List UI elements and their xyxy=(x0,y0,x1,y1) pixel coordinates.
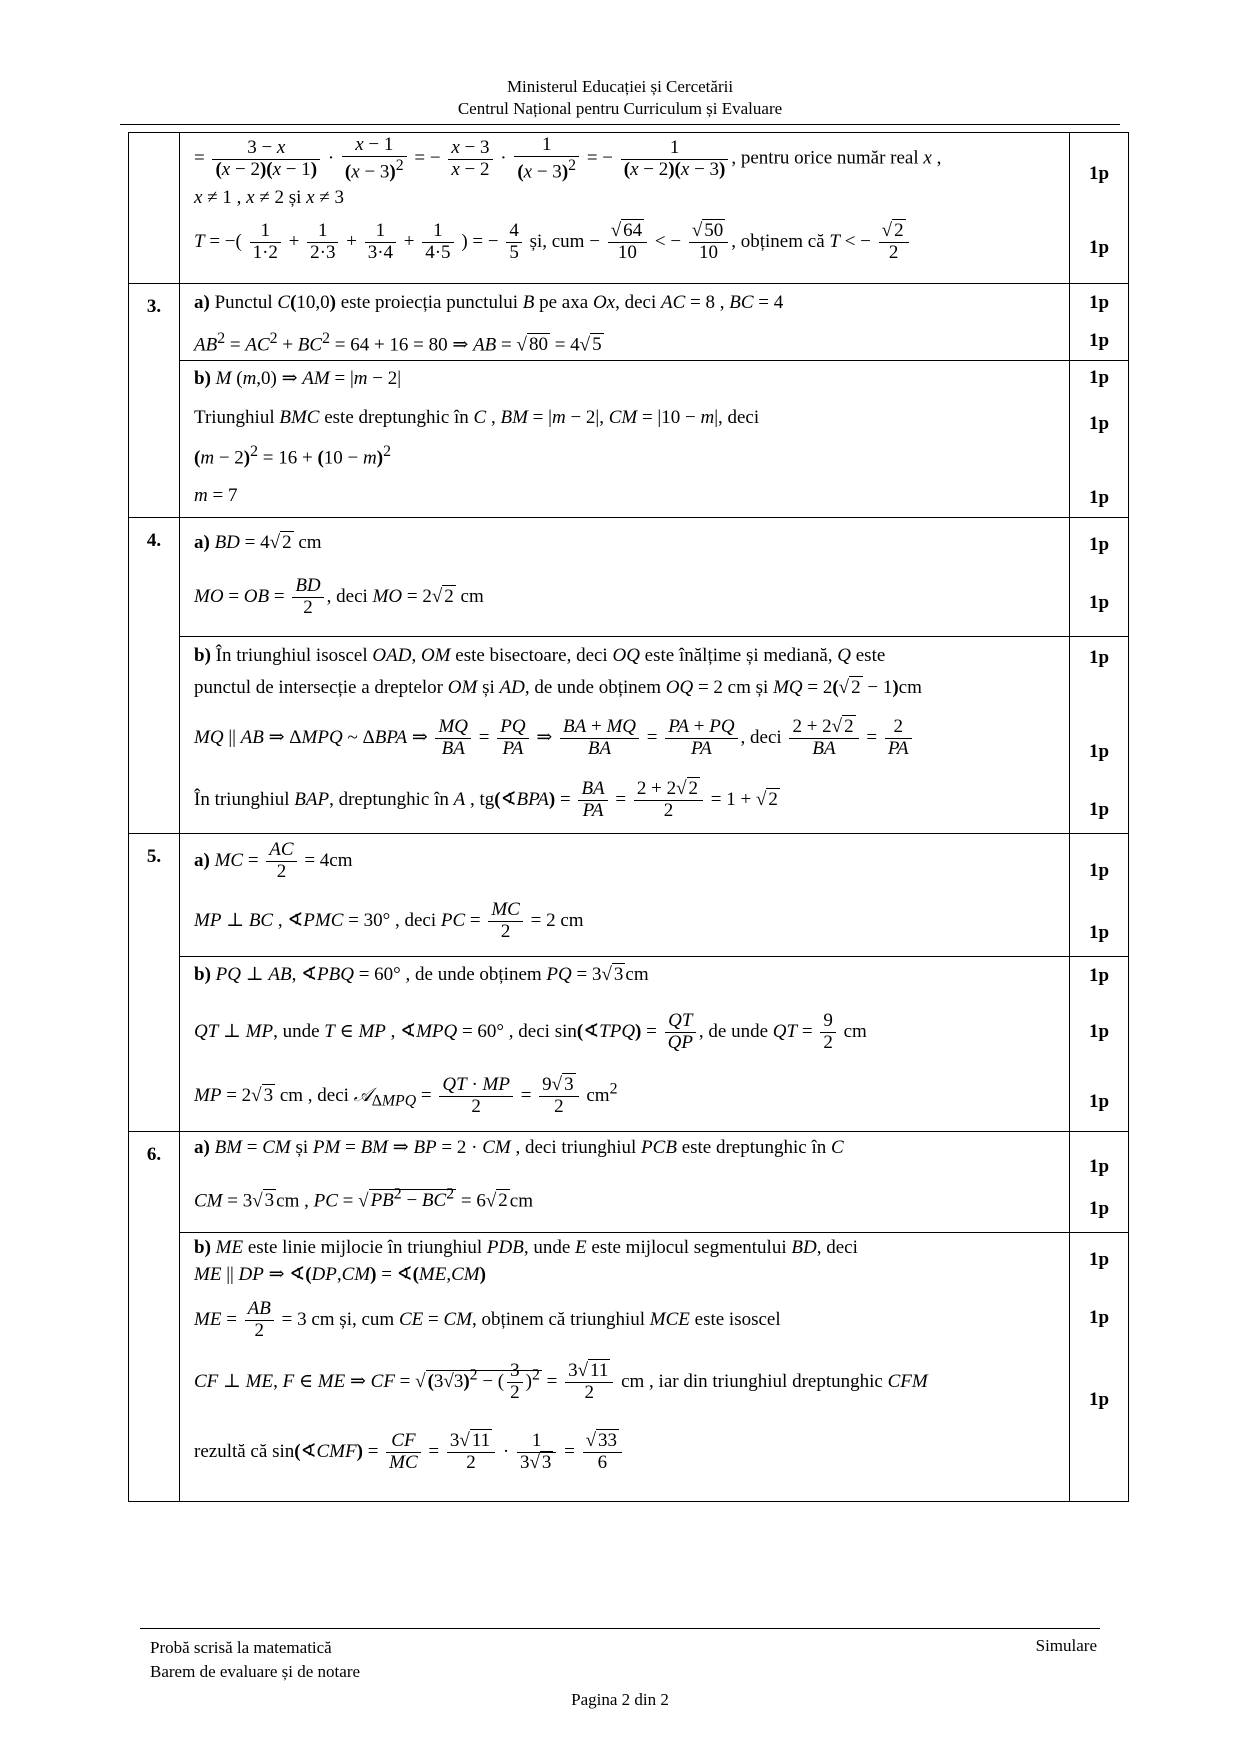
text: , deci xyxy=(740,726,782,748)
text: cm , deci xyxy=(279,1084,349,1106)
text: , de unde xyxy=(698,1020,769,1042)
text: Triunghiul xyxy=(194,407,275,428)
text: , pentru orice număr real xyxy=(731,147,919,169)
formula-line: T = −( $\frac{1}{1\cdot 2}$ + $\frac{1}{2\cdot 3}$ + $\frac{1}{3\cdot 4}$ + $\frac{1}{4\cdot 5}$ ) = − $\frac{4}{5}$ și, cum − $\frac{√ 64}{10}$ < − $\frac{√ 50}{10}$ , obținem că T < − $\frac{√ 2}{2}$ xyxy=(194,221,912,264)
exam-type: Simulare xyxy=(1035,1636,1097,1655)
formula-line: În triunghiul BAP, dreptunghic în A , tg(∢BPA) = $\frac{BA}{PA}$ = $\frac{2 + 2√ 2}{2}$ = 1 + √ 2 xyxy=(194,778,778,821)
score-cell xyxy=(1070,518,1129,637)
solution-cell xyxy=(180,637,1070,834)
text: , unde xyxy=(523,1237,571,1258)
solution-cell xyxy=(180,361,1070,518)
text: este xyxy=(855,645,886,666)
table-row xyxy=(129,637,1129,834)
formula-line: b) M (m,0) ⇒ AM = |m − 2| xyxy=(194,368,402,389)
text: pe axa xyxy=(539,292,589,313)
formula-line: ME = $\frac{AB}{2}$ = 3 cm și, cum CE = CM, obținem că triunghiul MCE este isoscel xyxy=(194,1298,781,1341)
formula-line: QT ⊥ MP, unde T ∈ MP , ∢MPQ = 60° , deci sin(∢TPQ) = $\frac{QT}{QP}$ , de unde QT = $\frac{9}{2}$ cm xyxy=(194,1010,867,1053)
page-number: Pagina 2 din 2 xyxy=(571,1690,669,1709)
formula-line: ME || DP ⇒ ∢(DP,CM) = ∢(ME,CM) xyxy=(194,1264,486,1285)
formula-line: $(m - 2)^2 = 16 + (10 - m)^2$ xyxy=(194,443,391,469)
score-cell xyxy=(1070,834,1129,957)
formula-line: $AB^2 = AC^2 + BC^2 = 64 + 16 = 80$ ⇒ AB = √ 80 = 4√ 5 xyxy=(194,330,602,356)
text: punctul de intersecție a dreptelor xyxy=(194,677,444,698)
text: și xyxy=(295,1137,309,1158)
points-label: 1p xyxy=(1088,922,1110,943)
table-row xyxy=(129,1132,1129,1233)
points-label: 1p xyxy=(1088,487,1110,508)
text: este înălțime și mediană, xyxy=(644,645,833,666)
formula-line: CF ⊥ ME, F ∈ ME ⇒ CF = √ $(3√3)^2$ − ( $\frac{3}{2}$ )$^2$ = $\frac{3√ 11}{2}$ cm , iar din triunghiul dreptunghic CFM xyxy=(194,1360,928,1403)
text: cm , iar din triunghiul dreptunghic xyxy=(621,1370,883,1392)
formula-line: a) Punctul C(10,0) este proiecția punctului B pe axa Ox, deci AC = 8 , BC = 4 xyxy=(194,292,784,313)
score-cell xyxy=(1070,637,1129,834)
formula-line: a) BM = CM și PM = BM ⇒ BP = 2 · CM , deci triunghiul PCB este dreptunghic în C xyxy=(194,1137,844,1158)
formula-line: MO = OB = $\frac{BD}{2}$ , deci MO = 2√ 2 cm xyxy=(194,575,484,618)
points-label: 1p xyxy=(1088,647,1110,668)
ministry-name: Ministerul Educației și Cercetării xyxy=(506,77,734,96)
item-number xyxy=(129,133,180,284)
text: , de unde obținem xyxy=(524,677,661,698)
text: este isoscel xyxy=(694,1308,781,1330)
solution-cell xyxy=(180,133,1070,284)
page-header xyxy=(0,76,1240,120)
text: este mijlocul segmentului xyxy=(591,1237,787,1258)
text: , deci xyxy=(394,909,437,931)
formula-line: = $\frac{3 - x}{(x - 2)(x - 1)}$ · $\frac{x - 1}{(x - 3)^2}$ = − $\frac{x - 3}{x - 2}$ · $\frac{1}{(x - 3)^2}$ = − $\frac{1}{(x - 2)(x - 3)}$ , pentru orice număr real x , xyxy=(194,134,942,183)
barem-name: Barem de evaluare și de notare xyxy=(150,1662,361,1681)
text: , obținem că xyxy=(731,230,825,252)
points-label: 1p xyxy=(1088,534,1110,555)
exam-name: Probă scrisă la matematică xyxy=(150,1638,332,1657)
points-label: 1p xyxy=(1088,237,1110,258)
solution-cell xyxy=(180,957,1070,1132)
formula-line: b) PQ ⊥ AB, ∢PBQ = 60° , de unde obținem PQ = 3√ 3 cm xyxy=(194,964,649,985)
text: este dreptunghic în xyxy=(681,1137,827,1158)
score-cell xyxy=(1070,361,1129,518)
points-label: 1p xyxy=(1088,292,1110,313)
points-label: 1p xyxy=(1088,1156,1110,1177)
points-label: 1p xyxy=(1088,1389,1110,1410)
text: , deci xyxy=(816,1237,858,1258)
solution-cell xyxy=(180,834,1070,957)
text: , dreptunghic în xyxy=(329,788,449,810)
points-label: 1p xyxy=(1088,1249,1110,1270)
points-label: 1p xyxy=(1088,860,1110,881)
points-label: 1p xyxy=(1088,965,1110,986)
text: , deci xyxy=(508,1020,550,1042)
formula-line: rezultă că sin(∢CMF) = $\frac{CF}{MC}$ = $\frac{3√ 11}{2}$ · $\frac{1}{3√ 3}$ = $\frac{√ 33}{6}$ xyxy=(194,1431,625,1474)
table-row xyxy=(129,957,1129,1132)
text: este bisectoare, deci xyxy=(455,645,608,666)
footer-divider xyxy=(140,1628,1100,1629)
text: În triunghiul isoscel xyxy=(215,645,368,666)
solution-cell xyxy=(180,1233,1070,1502)
formula-line: x ≠ 1 , x ≠ 2 și x ≠ 3 xyxy=(194,187,345,208)
item-number: 5. xyxy=(129,834,180,1132)
text: În triunghiul xyxy=(194,788,290,810)
table-row xyxy=(129,361,1129,518)
points-label: 1p xyxy=(1088,163,1110,184)
text: este linie mijlocie în triunghiul xyxy=(247,1237,483,1258)
table-row xyxy=(129,284,1129,361)
formula-line: m = 7 xyxy=(194,485,238,506)
footer-left xyxy=(150,1636,360,1684)
table-row xyxy=(129,133,1129,284)
header-divider xyxy=(120,124,1120,125)
points-label: 1p xyxy=(1088,1307,1110,1328)
text: este dreptunghic în xyxy=(324,407,469,428)
table-row xyxy=(129,1233,1129,1502)
points-label: 1p xyxy=(1088,1198,1110,1219)
points-label: 1p xyxy=(1088,1091,1110,1112)
center-name: Centrul Național pentru Curriculum și Evaluare xyxy=(457,99,783,118)
item-number: 4. xyxy=(129,518,180,834)
points-label: 1p xyxy=(1088,592,1110,613)
points-label: 1p xyxy=(1088,330,1110,351)
formula-line: MP = 2√ 3 cm , deci 𝒜$_{\Delta MPQ}$ = $\frac{QT \cdot MP}{2}$ = $\frac{9√ 3}{2}$ $cm^2$ xyxy=(194,1074,618,1117)
formula-line: a) BD = 4√ 2 cm xyxy=(194,532,322,553)
text: , obținem că triunghiul xyxy=(471,1308,646,1330)
solution-cell xyxy=(180,518,1070,637)
item-number: 3. xyxy=(129,284,180,518)
text: cm și, cum xyxy=(311,1308,395,1330)
solution-cell xyxy=(180,1132,1070,1233)
formula-line: b) În triunghiul isoscel OAD, OM este bisectoare, deci OQ este înălțime și mediană, Q este xyxy=(194,645,886,666)
table-row xyxy=(129,518,1129,637)
points-label: 1p xyxy=(1088,413,1110,434)
formula-line: Triunghiul BMC este dreptunghic în C , BM = |m − 2|, CM = |10 − m|, deci xyxy=(194,407,760,428)
score-cell xyxy=(1070,1233,1129,1502)
grading-table xyxy=(128,132,1129,1502)
item-number: 6. xyxy=(129,1132,180,1502)
text: este proiecția punctului xyxy=(340,292,519,313)
text: rezultă că xyxy=(194,1440,268,1462)
text: și, cum xyxy=(529,230,585,252)
points-label: 1p xyxy=(1088,1021,1110,1042)
score-cell xyxy=(1070,133,1129,284)
text: și xyxy=(755,677,769,698)
points-label: 1p xyxy=(1088,367,1110,388)
solution-cell xyxy=(180,284,1070,361)
text: , de unde obținem xyxy=(405,964,542,985)
points-label: 1p xyxy=(1088,741,1110,762)
text: , deci xyxy=(326,585,368,607)
table-row xyxy=(129,834,1129,957)
formula-line: a) MC = $\frac{AC}{2}$ = 4cm xyxy=(194,839,353,882)
formula-line: CM = 3√ 3 cm , PC = √ $PB^2 - BC^2 = 6√$ 2 cm xyxy=(194,1186,533,1212)
text: , deci triunghiul xyxy=(515,1137,637,1158)
formula-line: MP ⊥ BC , ∢PMC = 30° , deci PC = $\frac{MC}{2}$ = 2 cm xyxy=(194,899,584,942)
score-cell xyxy=(1070,957,1129,1132)
score-cell xyxy=(1070,284,1129,361)
score-cell xyxy=(1070,1132,1129,1233)
text: și xyxy=(482,677,495,698)
text: , deci xyxy=(615,292,657,313)
text: , unde xyxy=(273,1020,320,1042)
formula-line: b) ME este linie mijlocie în triunghiul PDB, unde E este mijlocul segmentului BD, deci xyxy=(194,1237,858,1258)
points-label: 1p xyxy=(1088,799,1110,820)
text: , deci xyxy=(718,407,760,428)
formula-line: MQ || AB ⇒ ΔMPQ ~ ΔBPA ⇒ $\frac{MQ}{BA}$ = $\frac{PQ}{PA}$ ⇒ $\frac{BA + MQ}{BA}$ = $\frac{PA + PQ}{PA}$ , deci $\frac{2 + 2√ 2}{BA}$ = $\frac{2}{PA}$ xyxy=(194,717,915,760)
formula-line: punctul de intersecție a dreptelor OM și AD, de unde obținem OQ = 2 cm și MQ = 2(√ 2 − 1)cm xyxy=(194,677,922,698)
